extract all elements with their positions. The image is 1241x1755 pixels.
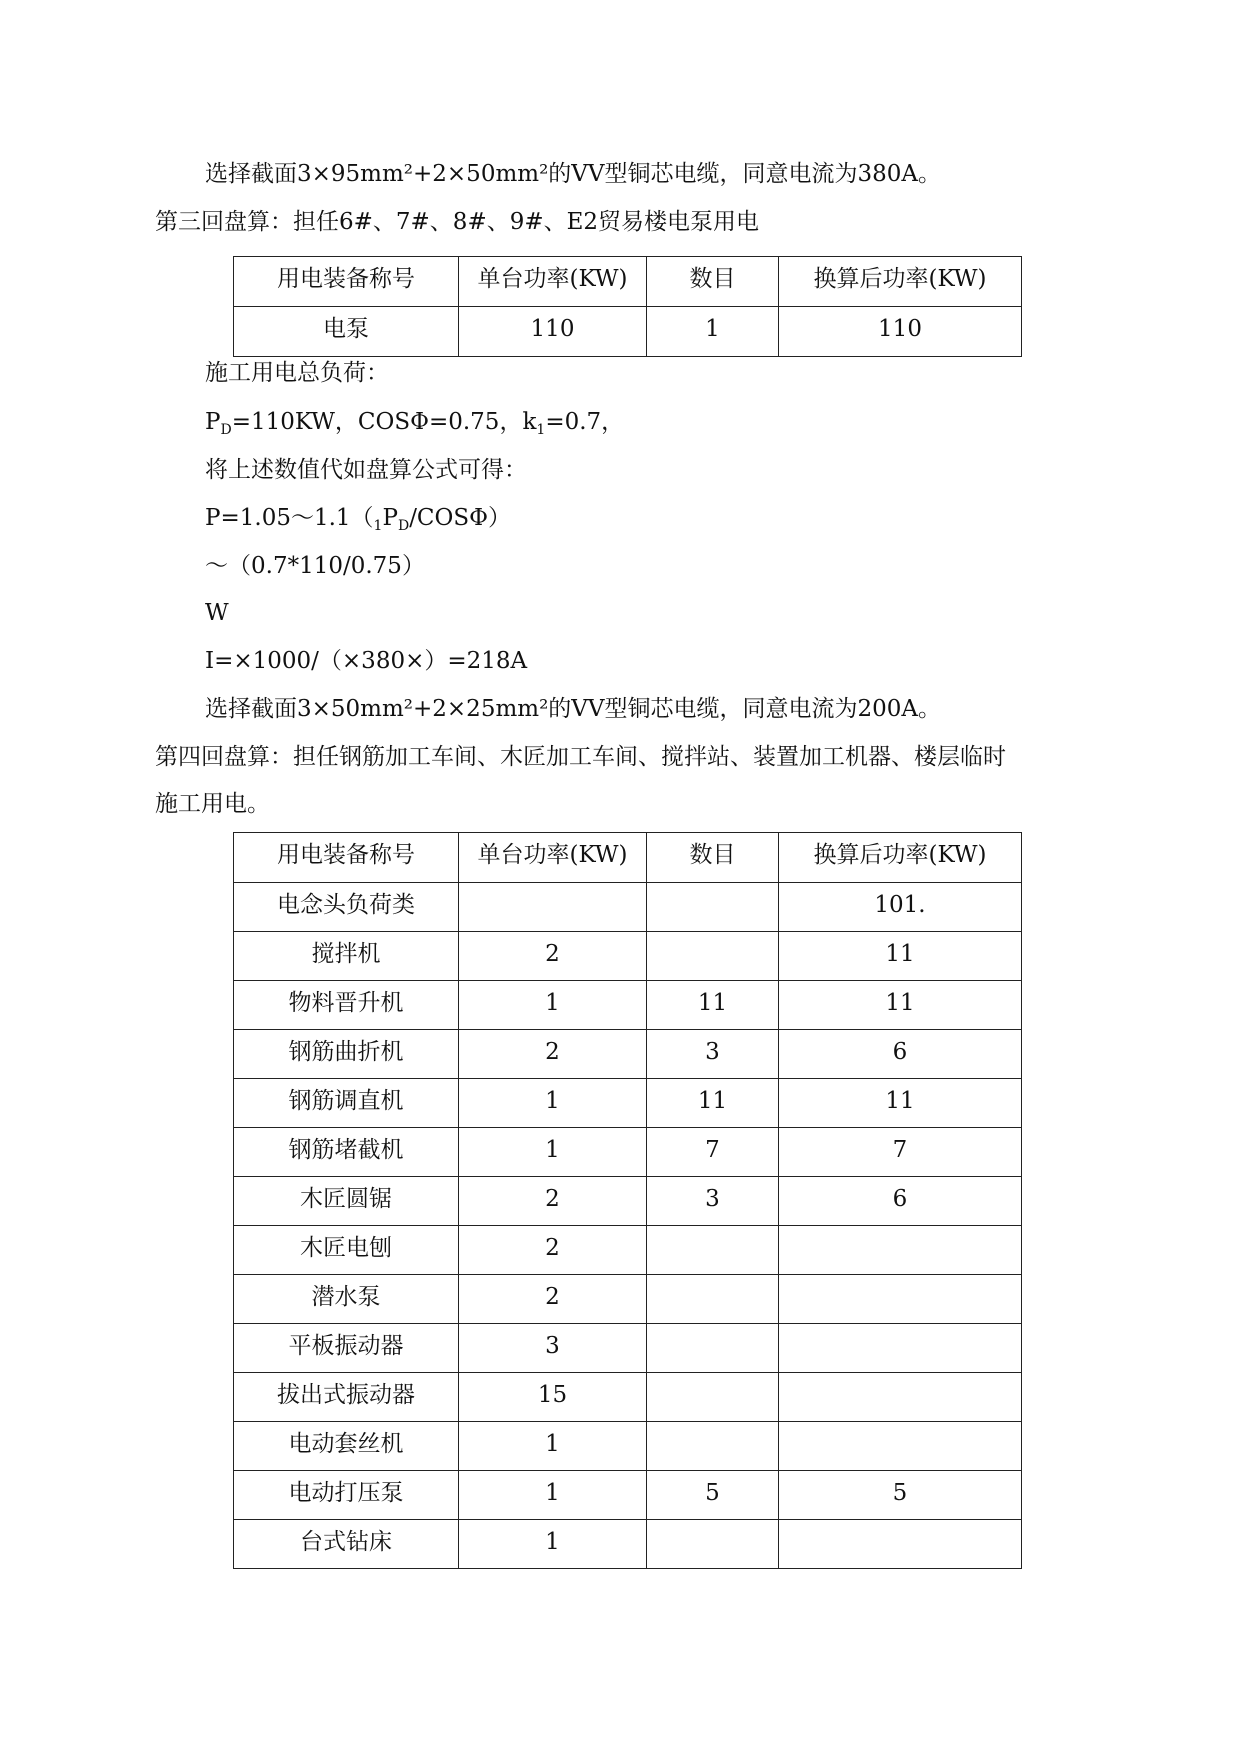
cell-quantity: 1: [647, 307, 779, 357]
table-row: [234, 307, 1022, 357]
substitution-text: 将上述数值代如盘算公式可得：: [205, 457, 527, 483]
table-row: [234, 1177, 1022, 1226]
cell-equipment-name: 物料晋升机: [234, 981, 459, 1030]
cell-unit-power: 15: [459, 1373, 647, 1422]
header-quantity: 数目: [647, 257, 779, 307]
total-load-label: 施工用电总负荷：: [205, 360, 389, 386]
cell-converted-power: 11: [779, 1079, 1022, 1128]
cell-converted-power: [779, 1324, 1022, 1373]
power-unit: W: [205, 600, 229, 626]
load-parameters: $P_D=110KW$，COSΦ=0.75，$k_1=0.7$，: [205, 409, 625, 438]
cell-quantity: 5: [647, 1471, 779, 1520]
table-row: [234, 1324, 1022, 1373]
current-formula: I=×1000/（×380×）=218A: [205, 648, 528, 674]
cell-equipment-name: 平板振动器: [234, 1324, 459, 1373]
cell-quantity: [647, 1275, 779, 1324]
header-equipment-name: 用电装备称号: [234, 257, 459, 307]
cell-equipment-name: 木匠电刨: [234, 1226, 459, 1275]
cell-quantity: 3: [647, 1177, 779, 1226]
cell-quantity: [647, 1373, 779, 1422]
cell-unit-power: 1: [459, 1471, 647, 1520]
cell-unit-power: 1: [459, 1520, 647, 1569]
cell-converted-power: [779, 1520, 1022, 1569]
cell-converted-power: 110: [779, 307, 1022, 357]
cell-quantity: 11: [647, 1079, 779, 1128]
cell-converted-power: 7: [779, 1128, 1022, 1177]
cell-converted-power: 6: [779, 1177, 1022, 1226]
cell-quantity: [647, 932, 779, 981]
header-quantity: 数目: [647, 833, 779, 883]
cell-converted-power: [779, 1226, 1022, 1275]
circuit-3-heading: 第三回盘算：担任6#、7#、8#、9#、E2贸易楼电泵用电: [155, 209, 760, 235]
header-unit-power: 单台功率(KW): [459, 833, 647, 883]
circuit-4-load-table: [233, 832, 1022, 1569]
header-converted-power: 换算后功率(KW): [779, 257, 1022, 307]
cell-equipment-name: 电念头负荷类: [234, 883, 459, 932]
cell-unit-power: 2: [459, 1177, 647, 1226]
cell-converted-power: 6: [779, 1030, 1022, 1079]
cell-unit-power: 1: [459, 1128, 647, 1177]
cell-unit-power: 2: [459, 1030, 647, 1079]
table-row: [234, 1226, 1022, 1275]
cell-equipment-name: 电动打压泵: [234, 1471, 459, 1520]
cell-unit-power: 3: [459, 1324, 647, 1373]
power-formula: $P=1.05\sim 1.1(_1P_D/COS\Phi)$: [205, 505, 512, 534]
circuit-3-load-table: [233, 256, 1022, 357]
cell-converted-power: 101.: [779, 883, 1022, 932]
table-row: [234, 1030, 1022, 1079]
cell-unit-power: 1: [459, 1422, 647, 1471]
cell-quantity: [647, 1324, 779, 1373]
table-row: [234, 1128, 1022, 1177]
cell-equipment-name: 钢筋调直机: [234, 1079, 459, 1128]
cell-quantity: [647, 883, 779, 932]
circuit-4-heading: 第四回盘算：担任钢筋加工车间、木匠加工车间、搅拌站、装置加工机器、楼层临时: [155, 744, 1006, 770]
cable-selection-paragraph-1: 选择截面3×95mm²+2×50mm²的VV型铜芯电缆，同意电流为380A。: [205, 161, 942, 187]
cable-selection-paragraph-2: 选择截面3×50mm²+2×25mm²的VV型铜芯电缆，同意电流为200A。: [205, 696, 942, 722]
cell-equipment-name: 木匠圆锯: [234, 1177, 459, 1226]
table-header-row: [234, 257, 1022, 307]
cell-quantity: 7: [647, 1128, 779, 1177]
table-row: [234, 883, 1022, 932]
cell-quantity: 3: [647, 1030, 779, 1079]
cell-unit-power: 1: [459, 981, 647, 1030]
header-unit-power: 单台功率(KW): [459, 257, 647, 307]
cell-unit-power: 110: [459, 307, 647, 357]
table-row: [234, 932, 1022, 981]
table-header-row: [234, 833, 1022, 883]
table-row: [234, 1079, 1022, 1128]
cell-quantity: [647, 1422, 779, 1471]
table-row: [234, 1520, 1022, 1569]
cell-converted-power: 5: [779, 1471, 1022, 1520]
cell-unit-power: [459, 883, 647, 932]
cell-unit-power: 1: [459, 1079, 647, 1128]
cell-quantity: 11: [647, 981, 779, 1030]
circuit-4-heading-continued: 施工用电。: [155, 791, 270, 817]
cell-equipment-name: 钢筋曲折机: [234, 1030, 459, 1079]
cell-equipment-name: 电动套丝机: [234, 1422, 459, 1471]
header-equipment-name: 用电装备称号: [234, 833, 459, 883]
header-converted-power: 换算后功率(KW): [779, 833, 1022, 883]
power-range-formula: ～（0.7*110/0.75）: [205, 553, 425, 579]
cell-converted-power: 11: [779, 932, 1022, 981]
table-row: [234, 1471, 1022, 1520]
cell-equipment-name: 拔出式振动器: [234, 1373, 459, 1422]
table-row: [234, 1275, 1022, 1324]
table-row: [234, 981, 1022, 1030]
cell-equipment-name: 电泵: [234, 307, 459, 357]
cell-equipment-name: 钢筋堵截机: [234, 1128, 459, 1177]
cell-quantity: [647, 1520, 779, 1569]
cell-equipment-name: 潜水泵: [234, 1275, 459, 1324]
cell-unit-power: 2: [459, 932, 647, 981]
table-row: [234, 1373, 1022, 1422]
table-row: [234, 1422, 1022, 1471]
cell-equipment-name: 台式钻床: [234, 1520, 459, 1569]
cell-converted-power: 11: [779, 981, 1022, 1030]
cell-quantity: [647, 1226, 779, 1275]
cell-converted-power: [779, 1373, 1022, 1422]
cell-equipment-name: 搅拌机: [234, 932, 459, 981]
cell-converted-power: [779, 1275, 1022, 1324]
cell-unit-power: 2: [459, 1226, 647, 1275]
cell-unit-power: 2: [459, 1275, 647, 1324]
cell-converted-power: [779, 1422, 1022, 1471]
